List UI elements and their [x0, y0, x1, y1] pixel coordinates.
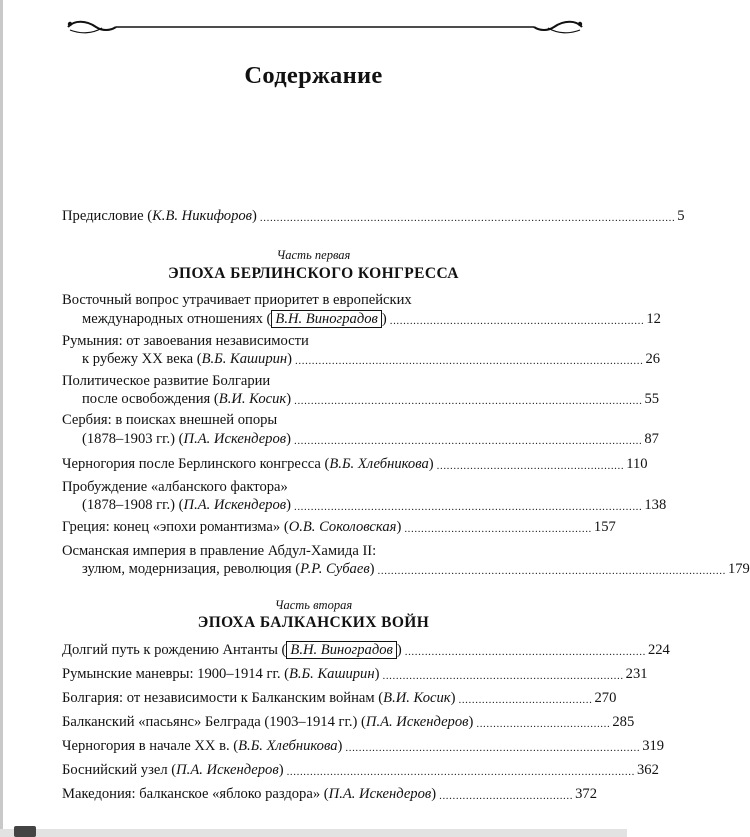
leader-dots: ........................................................................................................ [286, 766, 635, 778]
toc-entry-line1: Политическое развитие Болгарии [62, 373, 271, 389]
leader-dots: ........................................................ [404, 523, 592, 535]
part1-label: Часть первая [276, 248, 351, 262]
header-ornament-icon [66, 18, 584, 36]
page-number: 224 [647, 642, 670, 658]
page-left-edge [0, 0, 3, 837]
entry-text: Предисловие (К.В. Никифоров) [62, 208, 257, 224]
page-number: 26 [645, 351, 661, 367]
corner-mark-icon [14, 826, 36, 837]
toc-entry-line1: Восточный вопрос утрачивает приоритет в европейских [62, 292, 412, 308]
page-number: 12 [646, 311, 661, 327]
author-name: В.Н. Виноградов [286, 641, 396, 659]
toc-entry[interactable]: Долгий путь к рождению Антанты ( В.Н. Виноградов ) ........................................................................ 224 [62, 642, 670, 658]
toc-entry[interactable]: международных отношениях ( В.Н. Виноградов ) ............................................................................ 12 [82, 311, 661, 327]
page-number: 270 [594, 690, 617, 706]
toc-entry[interactable]: Болгария: от независимости к Балканским войнам (В.И. Косик) ........................................ 270 [62, 690, 617, 706]
toc-entry[interactable]: Боснийский узел (П.А. Искендеров) ........................................................................................................ 362 [62, 762, 659, 778]
part2-label: Часть вторая [274, 598, 353, 612]
toc-entry[interactable]: Македония: балканское «яблоко раздора» (П.А. Искендеров) ........................................ 372 [62, 786, 597, 802]
page-number: 231 [625, 666, 648, 682]
toc-entry-line1: Османская империя в правление Абдул-Хамида II: [62, 543, 377, 559]
toc-entry[interactable]: Черногория после Берлинского конгресса (В.Б. Хлебникова) ........................................................ 110 [62, 456, 648, 472]
leader-dots: ........................................................................................................ [294, 395, 643, 407]
toc-entry[interactable]: Румынские маневры: 1900–1914 гг. (В.Б. Каширин) ........................................................................ 231 [62, 666, 648, 682]
page-number: 179 [727, 561, 750, 577]
leader-dots: ........................................ [458, 694, 593, 706]
leader-dots: ........................................ [476, 718, 611, 730]
toc-entry[interactable]: Балканский «пасьянс» Белграда (1903–1914 гг.) (П.А. Искендеров) ........................................ 285 [62, 714, 635, 730]
leader-dots: ........................................................ [436, 460, 625, 472]
toc-entry[interactable]: Черногория в начале XX в. (В.Б. Хлебникова) ........................................................................................ 319 [62, 738, 665, 754]
page-number: 87 [644, 431, 659, 447]
toc-entry-line1: Сербия: в поисках внешней опоры [62, 412, 278, 428]
leader-dots: ........................................ [439, 790, 574, 802]
leader-dots: ............................................................................ [389, 315, 645, 327]
author-name: В.Н. Виноградов [271, 310, 381, 328]
page-number: 362 [636, 762, 659, 778]
toc-entry-line1: Пробуждение «албанского фактора» [62, 479, 288, 495]
page-number: 55 [644, 391, 660, 407]
page-number: 285 [612, 714, 635, 730]
toc-entry[interactable]: зулюм, модернизация, революция (Р.Р. Субаев) ........................................................................................................ 179 [82, 561, 750, 577]
leader-dots: ........................................................................................................ [377, 565, 726, 577]
leader-dots: ........................................................................ [404, 646, 646, 658]
leader-dots: ........................................................................................ [345, 742, 641, 754]
toc-entry-line1: Румыния: от завоевания независимости [62, 333, 309, 349]
toc-entry[interactable]: Греция: конец «эпохи романтизма» (О.В. Соколовская) ........................................................ 157 [62, 519, 616, 535]
page-number: 372 [575, 786, 597, 802]
leader-dots: ........................................................................................................ [295, 355, 644, 367]
part1-title: ЭПОХА БЕРЛИНСКОГО КОНГРЕССА [168, 265, 459, 282]
toc-entry-preface[interactable] [62, 206, 685, 226]
page-number: 5 [677, 208, 685, 224]
toc-entry[interactable]: (1878–1903 гг.) (П.А. Искендеров) ........................................................................................................ 87 [82, 431, 659, 447]
part2-title: ЭПОХА БАЛКАНСКИХ ВОЙН [197, 614, 430, 631]
leader-dots: ........................................................................................................ [293, 501, 643, 513]
page-number: 157 [593, 519, 616, 535]
leader-dots: ........................................................................................................ [293, 435, 643, 447]
toc-entry[interactable]: (1878–1908 гг.) (П.А. Искендеров) ........................................................................................................ 138 [82, 497, 667, 513]
page-title: Содержание [244, 62, 383, 89]
leader-dots: ........................................................................ [382, 670, 624, 682]
page-bottom-edge [0, 829, 627, 837]
toc-entry[interactable]: после освобождения (В.И. Косик) ........................................................................................................ 55 [82, 391, 660, 407]
page-number: 110 [626, 456, 648, 472]
page-number: 138 [644, 497, 667, 513]
leader-dots: ............................................................................................................................ [259, 212, 676, 224]
page-number: 319 [642, 738, 665, 754]
toc-entry[interactable]: к рубежу XX века (В.Б. Каширин) ........................................................................................................ 26 [82, 351, 661, 367]
